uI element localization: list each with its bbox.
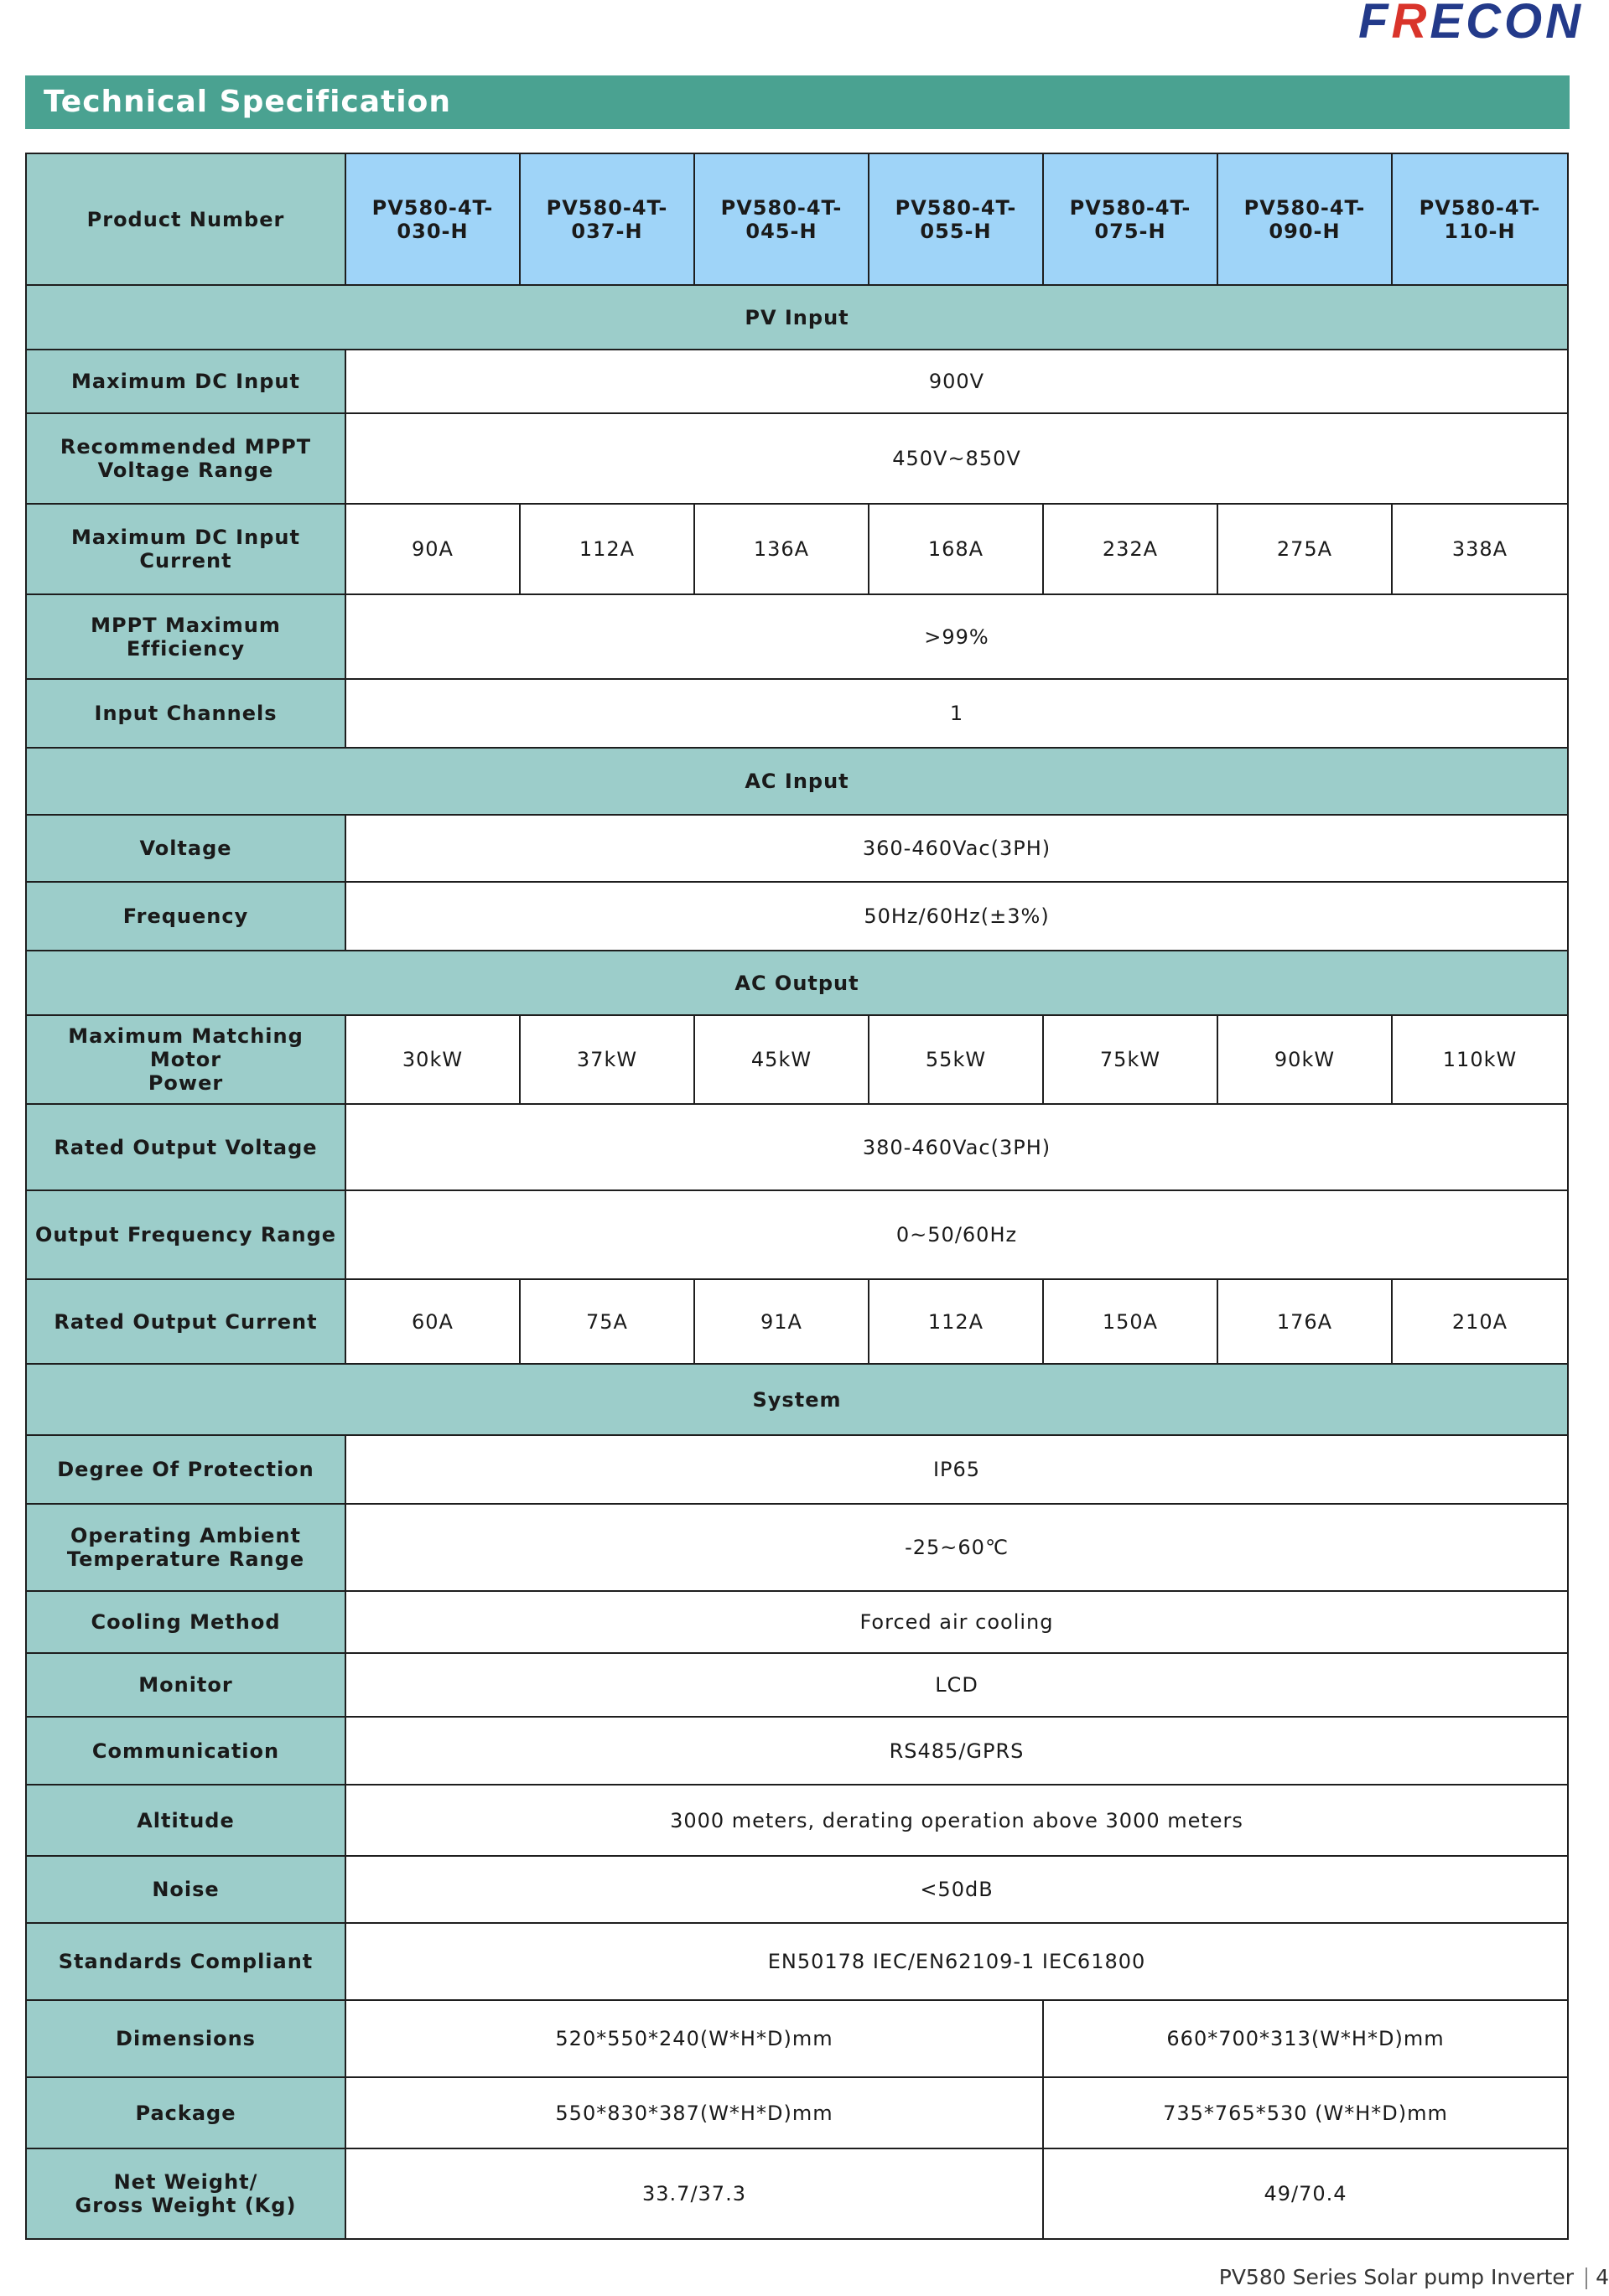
section-header: AC Output	[26, 951, 1568, 1015]
section-row-ac-output	[26, 951, 1568, 1015]
section-header: System	[26, 1364, 1568, 1435]
spec-value-cell: 176A	[1217, 1279, 1392, 1364]
spec-value-cell: 75kW	[1043, 1015, 1217, 1104]
spec-row-header	[26, 153, 1568, 285]
spec-row-dimensions	[26, 2000, 1568, 2077]
spec-row-weight	[26, 2148, 1568, 2239]
footer-divider	[1586, 2267, 1587, 2289]
spec-value-cell: 60A	[345, 1279, 520, 1364]
spec-label: Standards Compliant	[26, 1923, 345, 2000]
spec-row-altitude	[26, 1785, 1568, 1856]
model-number-cell: PV580-4T- 030-H	[345, 153, 520, 285]
spec-label: Cooling Method	[26, 1591, 345, 1653]
spec-row-protection	[26, 1435, 1568, 1504]
spec-value-cell: 168A	[869, 504, 1043, 594]
page-number: 4	[1596, 2265, 1609, 2289]
spec-value-cell: 232A	[1043, 504, 1217, 594]
spec-value: 3000 meters, derating operation above 3000 meters	[345, 1785, 1568, 1856]
spec-label: Net Weight/ Gross Weight (Kg)	[26, 2148, 345, 2239]
spec-row-monitor	[26, 1653, 1568, 1717]
spec-value-cell: 37kW	[520, 1015, 694, 1104]
spec-row-frequency	[26, 882, 1568, 951]
spec-value: -25~60℃	[345, 1504, 1568, 1591]
spec-value: 380-460Vac(3PH)	[345, 1104, 1568, 1190]
spec-value-group-a: 520*550*240(W*H*D)mm	[345, 2000, 1043, 2077]
spec-row-out-freq-range	[26, 1190, 1568, 1279]
spec-value-cell: 338A	[1392, 504, 1568, 594]
spec-row-ambient-temp	[26, 1504, 1568, 1591]
spec-label: Communication	[26, 1717, 345, 1785]
spec-value: 0~50/60Hz	[345, 1190, 1568, 1279]
spec-value-cell: 110kW	[1392, 1015, 1568, 1104]
spec-value-cell: 210A	[1392, 1279, 1568, 1364]
spec-value-cell: 112A	[869, 1279, 1043, 1364]
model-number-cell: PV580-4T- 055-H	[869, 153, 1043, 285]
spec-value: IP65	[345, 1435, 1568, 1504]
spec-label: Rated Output Current	[26, 1279, 345, 1364]
model-number-cell: PV580-4T- 110-H	[1392, 153, 1568, 285]
spec-row-communication	[26, 1717, 1568, 1785]
spec-value-cell: 30kW	[345, 1015, 520, 1104]
footer-title: PV580 Series Solar pump Inverter	[1218, 2265, 1575, 2289]
spec-row-cooling	[26, 1591, 1568, 1653]
spec-label: Package	[26, 2077, 345, 2148]
section-row-pv-input	[26, 285, 1568, 350]
spec-table	[25, 153, 1569, 2240]
spec-label: Monitor	[26, 1653, 345, 1717]
spec-label: Input Channels	[26, 679, 345, 748]
spec-value-cell: 90kW	[1217, 1015, 1392, 1104]
spec-label: Frequency	[26, 882, 345, 951]
spec-label: Dimensions	[26, 2000, 345, 2077]
spec-value-cell: 91A	[694, 1279, 869, 1364]
spec-value: 1	[345, 679, 1568, 748]
model-number-cell: PV580-4T- 090-H	[1217, 153, 1392, 285]
spec-label: Maximum DC Input Current	[26, 504, 345, 594]
spec-value: 50Hz/60Hz(±3%)	[345, 882, 1568, 951]
section-row-system	[26, 1364, 1568, 1435]
spec-value-cell: 150A	[1043, 1279, 1217, 1364]
spec-row-rated-out-current	[26, 1279, 1568, 1364]
spec-value: 450V~850V	[345, 413, 1568, 504]
section-header: AC Input	[26, 748, 1568, 815]
spec-value: >99%	[345, 594, 1568, 679]
spec-value-cell: 75A	[520, 1279, 694, 1364]
spec-value-cell: 55kW	[869, 1015, 1043, 1104]
section-header: PV Input	[26, 285, 1568, 350]
spec-row-package	[26, 2077, 1568, 2148]
spec-value-cell: 136A	[694, 504, 869, 594]
spec-value-group-b: 735*765*530 (W*H*D)mm	[1043, 2077, 1568, 2148]
spec-value-group-a: 33.7/37.3	[345, 2148, 1043, 2239]
spec-value: RS485/GPRS	[345, 1717, 1568, 1785]
spec-value: 900V	[345, 350, 1568, 413]
spec-value-group-b: 49/70.4	[1043, 2148, 1568, 2239]
spec-row-voltage	[26, 815, 1568, 882]
spec-label: Maximum Matching Motor Power	[26, 1015, 345, 1104]
spec-row-standards	[26, 1923, 1568, 2000]
spec-row-max-dc-current	[26, 504, 1568, 594]
spec-value: LCD	[345, 1653, 1568, 1717]
spec-label: Altitude	[26, 1785, 345, 1856]
spec-label: Noise	[26, 1856, 345, 1923]
page-footer	[1219, 2259, 1609, 2296]
spec-value-group-b: 660*700*313(W*H*D)mm	[1043, 2000, 1568, 2077]
spec-label: Recommended MPPT Voltage Range	[26, 413, 345, 504]
spec-row-max-motor-power	[26, 1015, 1568, 1104]
section-banner-title: Technical Specification	[25, 75, 1570, 129]
spec-label: Operating Ambient Temperature Range	[26, 1504, 345, 1591]
brand-logo: FRECON	[1358, 0, 1584, 49]
section-row-ac-input	[26, 748, 1568, 815]
spec-value-cell: 112A	[520, 504, 694, 594]
spec-label: Rated Output Voltage	[26, 1104, 345, 1190]
spec-value-cell: 45kW	[694, 1015, 869, 1104]
spec-value: EN50178 IEC/EN62109-1 IEC61800	[345, 1923, 1568, 2000]
spec-label: Degree Of Protection	[26, 1435, 345, 1504]
spec-row-noise	[26, 1856, 1568, 1923]
spec-value-cell: 275A	[1217, 504, 1392, 594]
spec-value: <50dB	[345, 1856, 1568, 1923]
spec-value-group-a: 550*830*387(W*H*D)mm	[345, 2077, 1043, 2148]
spec-row-mppt-eff	[26, 594, 1568, 679]
spec-label: Output Frequency Range	[26, 1190, 345, 1279]
model-number-cell: PV580-4T- 075-H	[1043, 153, 1217, 285]
model-number-cell: PV580-4T- 045-H	[694, 153, 869, 285]
spec-row-mppt-range	[26, 413, 1568, 504]
spec-row-max-dc-input	[26, 350, 1568, 413]
spec-label: Voltage	[26, 815, 345, 882]
product-number-label: Product Number	[26, 153, 345, 285]
spec-row-rated-out-voltage	[26, 1104, 1568, 1190]
spec-value: Forced air cooling	[345, 1591, 1568, 1653]
spec-label: Maximum DC Input	[26, 350, 345, 413]
spec-row-input-channels	[26, 679, 1568, 748]
spec-value-cell: 90A	[345, 504, 520, 594]
model-number-cell: PV580-4T- 037-H	[520, 153, 694, 285]
spec-value: 360-460Vac(3PH)	[345, 815, 1568, 882]
spec-label: MPPT Maximum Efficiency	[26, 594, 345, 679]
